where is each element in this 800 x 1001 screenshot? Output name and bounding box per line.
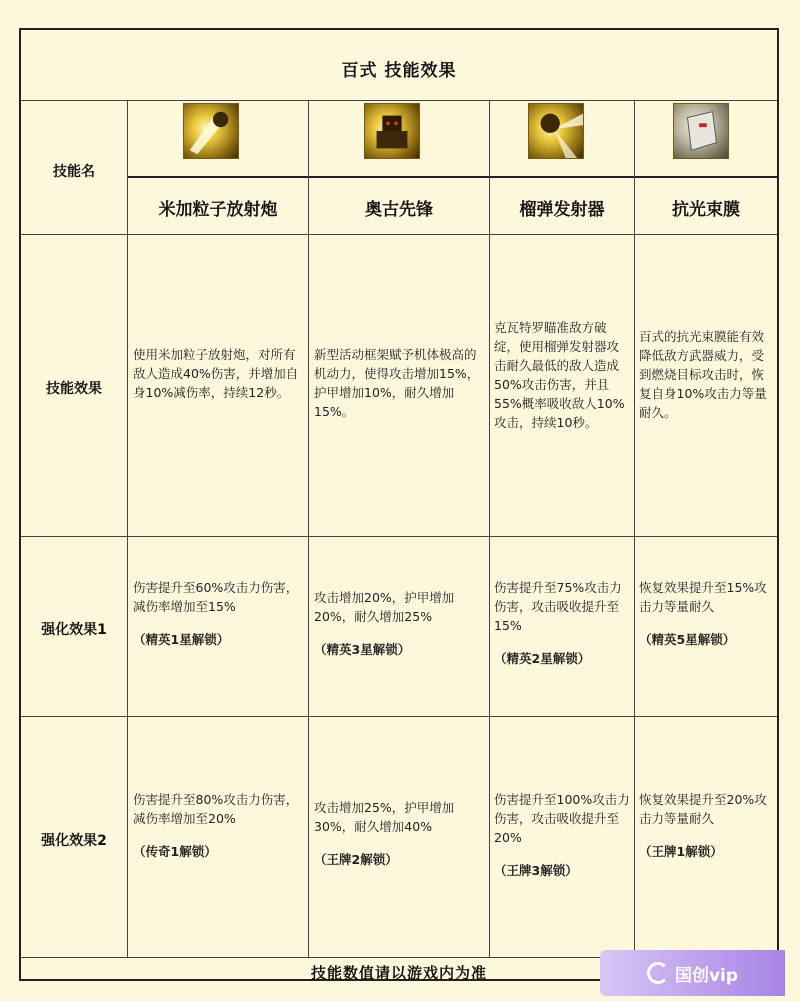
grid-line	[634, 100, 635, 957]
unlock-condition: （王牌3解锁）	[494, 863, 578, 878]
enhance-text: 伤害提升至75%攻击力伤害，攻击吸收提升至15%	[494, 580, 622, 633]
watermark-logo-icon	[647, 962, 669, 984]
enhance-text: 攻击增加20%，护甲增加20%，耐久增加25%	[314, 590, 455, 624]
grid-line	[21, 100, 777, 101]
row-label-enhance2: 强化效果2	[41, 833, 107, 849]
enhance-text: 恢复效果提升至20%攻击力等量耐久	[639, 792, 767, 826]
grid-line	[127, 176, 777, 178]
enhance2-cell	[639, 790, 773, 861]
enhance2-cell	[314, 798, 484, 869]
grid-line	[489, 100, 490, 957]
enhance1-cell	[639, 578, 773, 649]
enhance2-cell	[494, 790, 630, 880]
skill-name: 抗光束膜	[672, 200, 740, 220]
enhance-text: 恢复效果提升至15%攻击力等量耐久	[639, 580, 767, 614]
unlock-condition: （精英2星解锁）	[494, 651, 591, 666]
beam-shield-icon	[673, 103, 729, 159]
skill-name: 米加粒子放射炮	[158, 200, 278, 220]
grid-line	[127, 100, 128, 957]
grid-line	[21, 536, 777, 537]
watermark-text: 国创vip	[674, 965, 739, 986]
grenade-launcher-icon	[528, 103, 584, 159]
grid-line	[308, 100, 309, 957]
enhance2-cell	[133, 790, 303, 861]
enhance1-cell	[314, 588, 484, 659]
grid-line	[21, 716, 777, 717]
watermark-badge	[600, 950, 785, 996]
enhance1-cell	[494, 578, 630, 668]
skill-effect-text: 百式的抗光束膜能有效降低敌方武器威力，受到燃烧目标攻击时，恢复自身10%攻击力等量耐久。	[639, 329, 767, 420]
enhance-text: 伤害提升至60%攻击力伤害，减伤率增加至15%	[133, 580, 299, 614]
footer-note: 技能数值请以游戏内为准	[310, 964, 487, 982]
enhance1-cell	[133, 578, 303, 649]
unlock-condition: （传奇1解锁）	[133, 844, 217, 859]
unlock-condition: （精英5星解锁）	[639, 632, 736, 647]
unlock-condition: （王牌2解锁）	[314, 852, 398, 867]
enhance-text: 攻击增加25%，护甲增加30%，耐久增加40%	[314, 800, 455, 834]
skill-effect-text: 使用米加粒子放射炮，对所有敌人造成40%伤害，并增加自身10%减伤率，持续12秒。	[133, 347, 299, 400]
vanguard-mech-icon	[364, 103, 420, 159]
unlock-condition: （精英3星解锁）	[314, 642, 411, 657]
enhance-text: 伤害提升至100%攻击力伤害，攻击吸收提升至20%	[494, 792, 630, 845]
skill-effect-text: 新型活动框架赋予机体极高的机动力，使得攻击增加15%，护甲增加10%，耐久增加15%。	[314, 347, 480, 419]
unlock-condition: （精英1星解锁）	[133, 632, 230, 647]
table-title: 百式 技能效果	[341, 61, 457, 81]
row-label-enhance1: 强化效果1	[41, 622, 107, 638]
unlock-condition: （王牌1解锁）	[639, 844, 723, 859]
skill-name: 榴弹发射器	[519, 200, 605, 220]
grid-line	[21, 234, 777, 235]
row-label-skill-effect: 技能效果	[46, 381, 102, 397]
beam-cannon-icon	[183, 103, 239, 159]
skill-name: 奥古先锋	[365, 200, 433, 220]
row-label-skill-name: 技能名	[53, 164, 95, 180]
skill-effect-text: 克瓦特罗瞄准敌方破绽，使用榴弹发射器攻击耐久最低的敌人造成50%攻击伤害，并且55%概率吸收敌人10%攻击，持续10秒。	[494, 320, 625, 430]
enhance-text: 伤害提升至80%攻击力伤害，减伤率增加至20%	[133, 792, 299, 826]
